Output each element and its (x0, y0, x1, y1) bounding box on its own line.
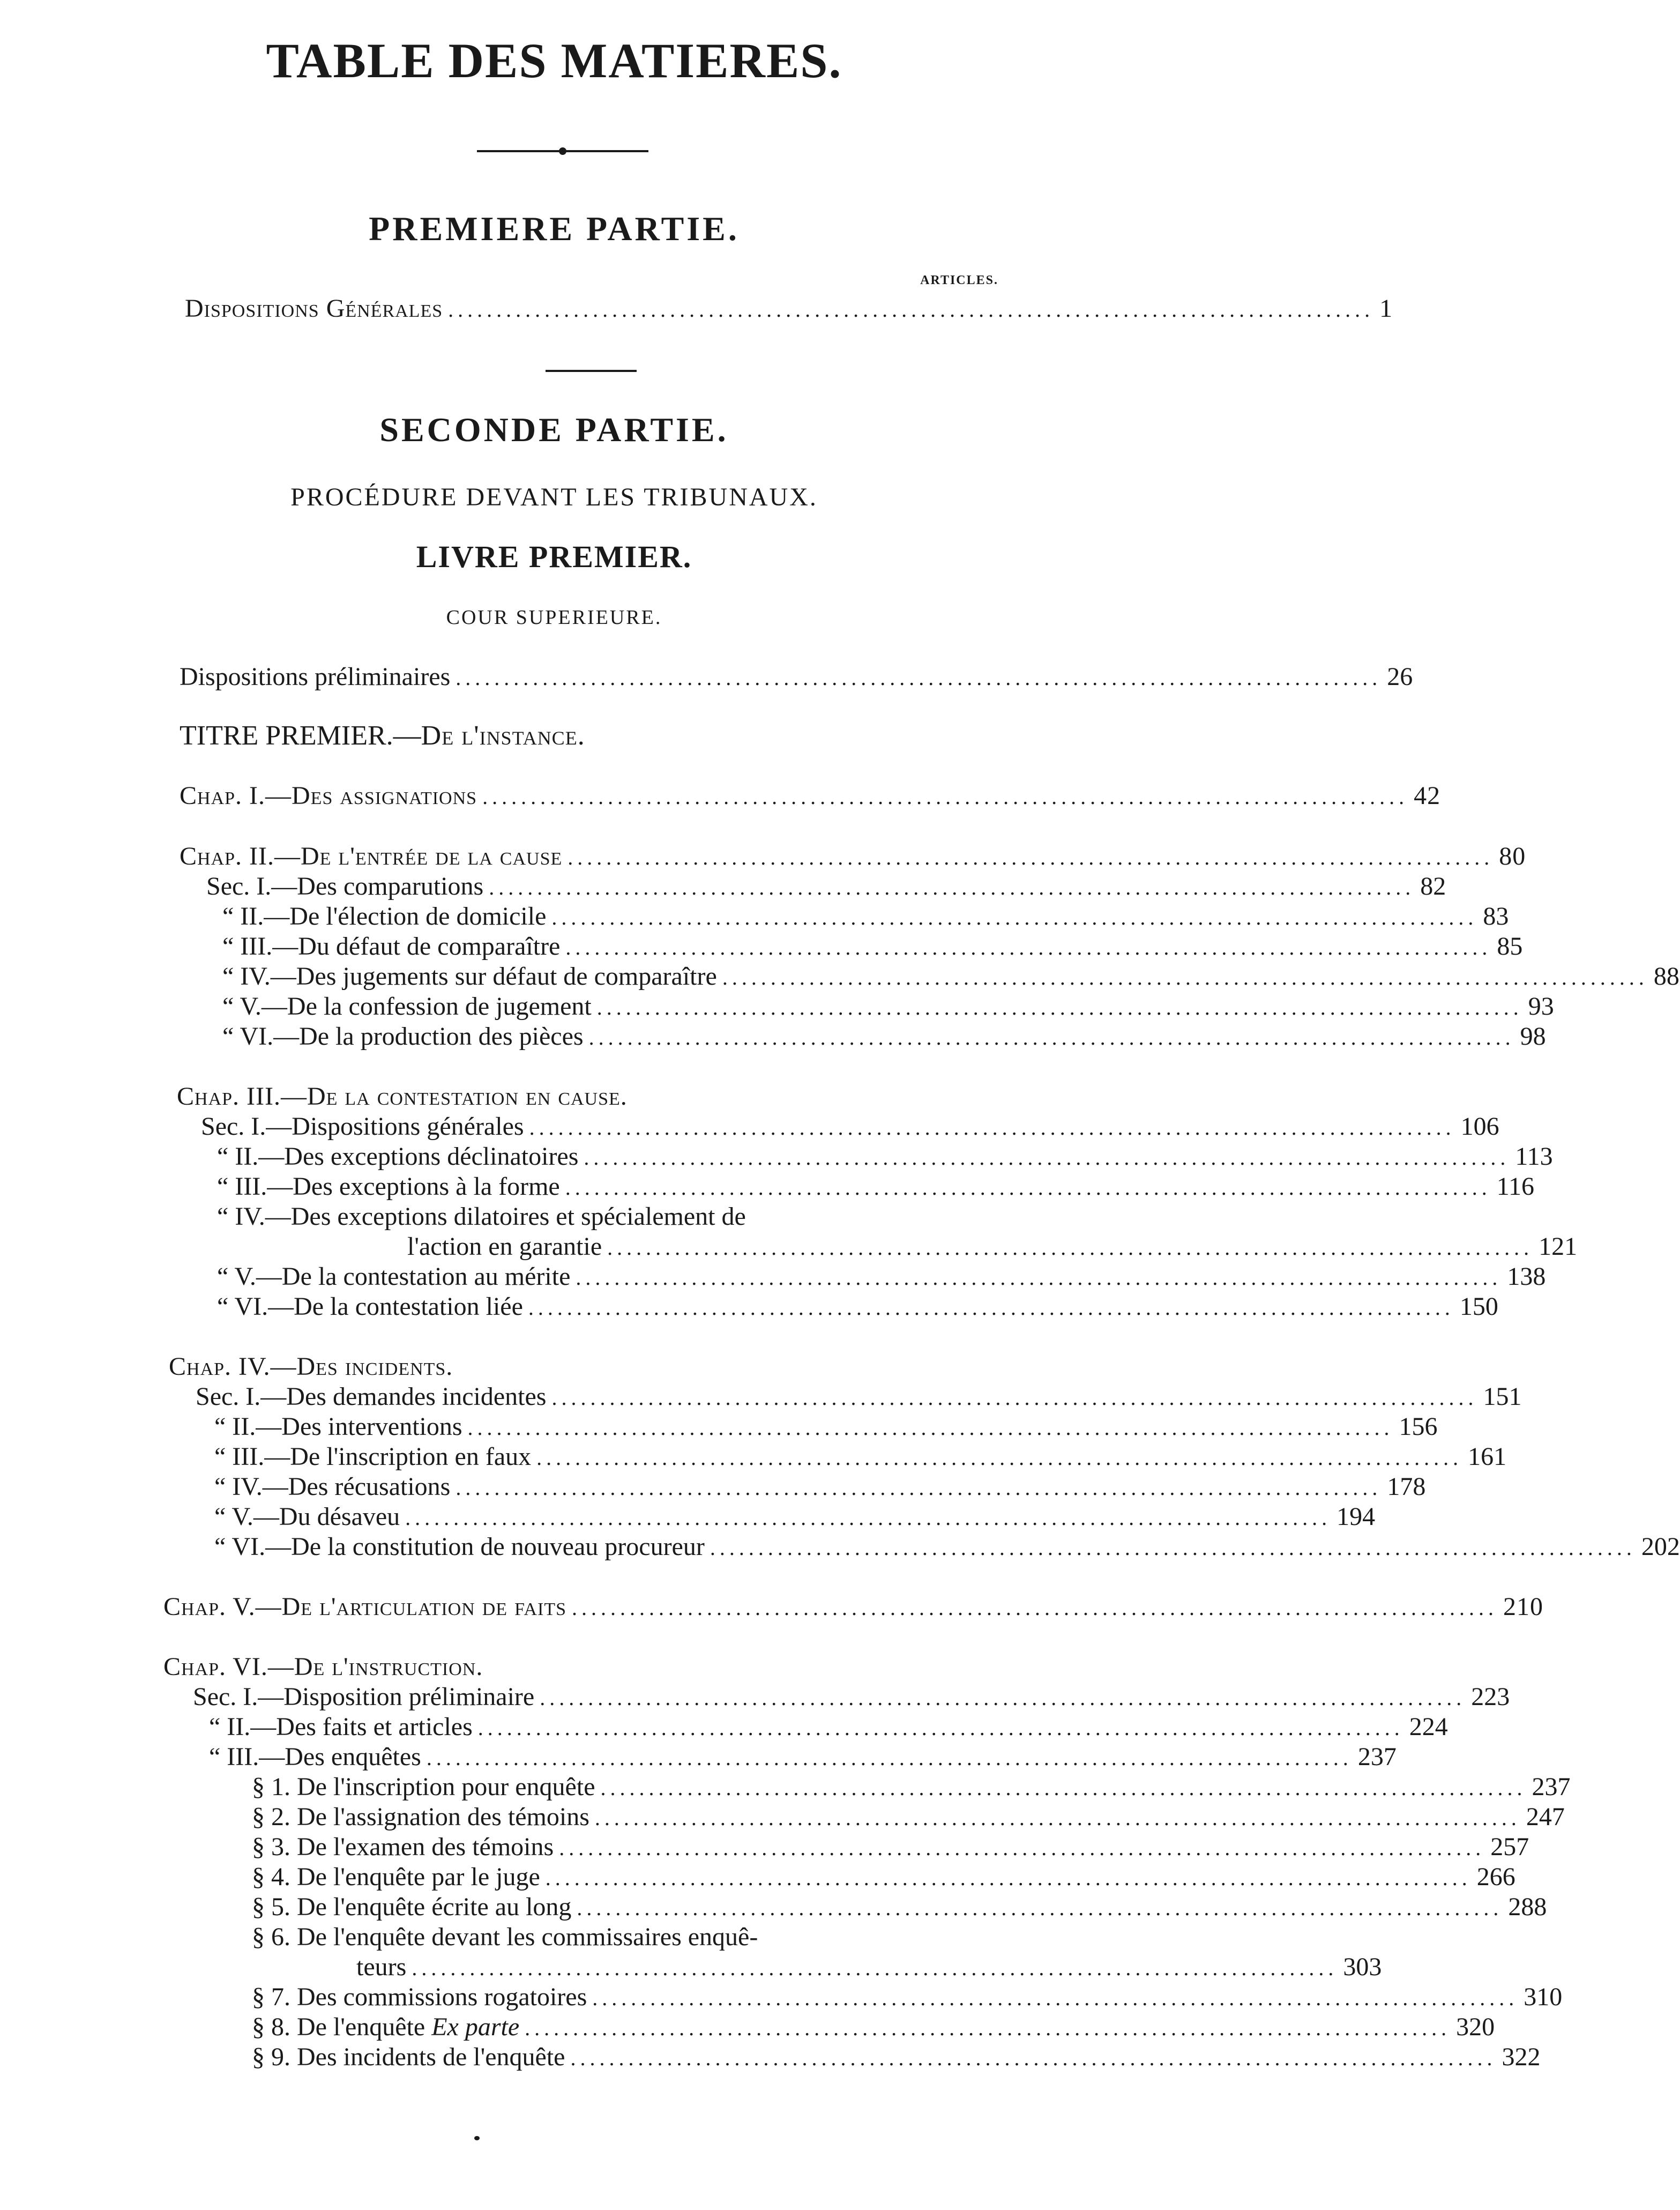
dot-leader: ................................................................................................ (592, 1986, 1519, 2010)
toc-entry[interactable] (252, 2042, 1541, 2072)
chapter-entry[interactable] (180, 842, 1526, 872)
entry-label: “ III.—Des enquêtes (209, 1743, 421, 1771)
entry-number: 138 (1507, 1262, 1546, 1291)
articles-column-label: ARTICLES. (920, 273, 998, 287)
entry-label: “ III.—De l'inscription en faux (214, 1442, 532, 1471)
italic-term: Ex parte (431, 2013, 520, 2041)
toc-entry[interactable] (217, 1172, 1534, 1202)
entry-number: 113 (1515, 1142, 1553, 1171)
toc-entry[interactable] (252, 1892, 1547, 1922)
entry-label: teurs (356, 1953, 407, 1981)
dot-leader: ................................................................................................ (577, 1896, 1503, 1920)
entry-label: § 1. De l'inscription pour enquête (252, 1773, 595, 1801)
entry-number: 224 (1409, 1713, 1448, 1741)
toc-entry[interactable] (222, 1022, 1546, 1052)
toc-entry[interactable] (407, 1232, 1578, 1262)
chapter-heading[interactable]: Chap. III.—De la contestation en cause. (177, 1082, 628, 1111)
entry-label: § 9. Des incidents de l'enquête (252, 2043, 565, 2071)
dot-leader: ................................................................................................ (448, 297, 1375, 322)
page-title: TABLE DES MATIERES. (266, 33, 842, 88)
divider-rule (546, 370, 637, 372)
entry-number: 82 (1420, 872, 1446, 901)
page-end-mark (474, 2136, 480, 2140)
dot-leader: ................................................................................................ (551, 905, 1478, 929)
dot-leader: ................................................................................................ (405, 1506, 1332, 1530)
cour-heading: COUR SUPERIEURE. (446, 606, 662, 629)
titre-main: TITRE PREMIER.— (180, 720, 421, 751)
entry-label: “ III.—Des exceptions à la forme (217, 1172, 560, 1201)
part2-subheading: PROCÉDURE DEVANT LES TRIBUNAUX. (290, 483, 818, 511)
toc-entry[interactable] (222, 932, 1523, 962)
toc-entry[interactable] (356, 1952, 1382, 1982)
entry-label: § 2. De l'assignation des témoins (252, 1803, 589, 1831)
toc-entry[interactable] (217, 1292, 1498, 1322)
entry-label: “ II.—De l'élection de domicile (222, 902, 547, 931)
toc-entry[interactable] (214, 1442, 1507, 1472)
entry-number: 93 (1528, 992, 1554, 1021)
dot-leader: ................................................................................................ (540, 1686, 1466, 1710)
entry-label: “ V.—De la contestation au mérite (217, 1262, 571, 1291)
toc-entry[interactable] (214, 1532, 1680, 1562)
entry-number: 88 (1653, 962, 1679, 991)
entry-number: 310 (1524, 1983, 1563, 2011)
titre-sub: De l'instance. (421, 720, 585, 751)
dot-leader: ................................................................................................ (545, 1866, 1472, 1890)
entry-label: § 8. De l'enquête Ex parte (252, 2013, 520, 2041)
dot-leader: ................................................................................................ (456, 1476, 1382, 1500)
dot-leader: ................................................................................................ (426, 1746, 1353, 1770)
entry-label: Dispositions préliminaires (180, 663, 451, 691)
entry-number: 194 (1336, 1502, 1376, 1531)
dot-leader: ................................................................................................ (568, 845, 1494, 869)
entry-number: 303 (1343, 1953, 1382, 1981)
divider-ornament (559, 147, 566, 155)
toc-entry[interactable] (252, 1832, 1529, 1862)
entry-label: “ VI.—De la constitution de nouveau procureur (214, 1532, 705, 1561)
dot-leader: ................................................................................................ (489, 875, 1415, 899)
entry-number: 210 (1503, 1593, 1544, 1621)
entry-label: § 5. De l'enquête écrite au long (252, 1893, 572, 1921)
entry-number: 156 (1399, 1412, 1438, 1441)
entry-label: Sec. I.—Des comparutions (206, 872, 484, 901)
entry-label: Chap. V.—De l'articulation de faits (163, 1593, 567, 1621)
entry-number: 320 (1456, 2013, 1495, 2041)
entry-label: Dispositions Générales (185, 294, 443, 323)
entry-number: 106 (1460, 1112, 1499, 1141)
toc-entry[interactable] (222, 962, 1679, 992)
entry-number: 266 (1476, 1863, 1515, 1891)
entry-label: “ II.—Des faits et articles (209, 1713, 473, 1741)
entry-label: “ II.—Des exceptions déclinatoires (217, 1142, 579, 1171)
entry-label: “ III.—Du défaut de comparaître (222, 932, 561, 961)
entry-label: “ V.—Du désaveu (214, 1502, 400, 1531)
dot-leader: ................................................................................................ (576, 1266, 1502, 1290)
entry-number: 150 (1459, 1292, 1498, 1321)
entry-number: 161 (1468, 1442, 1507, 1471)
toc-entry[interactable] (214, 1502, 1376, 1532)
entry-number: 322 (1502, 2043, 1541, 2071)
entry-label: Sec. I.—Disposition préliminaire (193, 1683, 535, 1711)
entry-label: “ V.—De la confession de jugement (222, 992, 592, 1021)
entry-number: 1 (1379, 294, 1393, 323)
entry-number: 42 (1414, 782, 1441, 810)
dot-leader: ................................................................................................ (588, 1025, 1515, 1050)
dot-leader: ................................................................................................ (525, 2016, 1451, 2040)
dot-leader: ................................................................................................ (600, 1776, 1527, 1800)
toc-entry[interactable] (214, 1412, 1438, 1442)
entry-label: Chap. I.—Des assignations (180, 782, 477, 810)
dot-leader: ................................................................................................ (596, 995, 1523, 1020)
dot-leader: ................................................................................................ (710, 1536, 1636, 1560)
dot-leader: ................................................................................................ (607, 1236, 1534, 1260)
entry-number: 223 (1471, 1683, 1510, 1711)
entry-label: § 7. Des commissions rogatoires (252, 1983, 587, 2011)
dot-leader: ................................................................................................ (572, 1596, 1498, 1620)
chapter-entry[interactable] (180, 781, 1441, 811)
entry-number: 116 (1496, 1172, 1534, 1201)
entry-label: Sec. I.—Des demandes incidentes (196, 1382, 547, 1411)
entry-number: 121 (1539, 1232, 1578, 1261)
dot-leader: ................................................................................................ (536, 1446, 1463, 1470)
dot-leader: ................................................................................................ (412, 1956, 1338, 1980)
entry-label: Sec. I.—Dispositions générales (201, 1112, 524, 1141)
entry-label: § 3. De l'examen des témoins (252, 1833, 554, 1861)
entry-number: 85 (1497, 932, 1523, 961)
toc-entry[interactable] (196, 1382, 1522, 1412)
part2-heading: SECONDE PARTIE. (379, 411, 729, 449)
dot-leader: ................................................................................................ (565, 1175, 1491, 1200)
entry-label: Chap. II.—De l'entrée de la cause (180, 842, 563, 870)
part1-heading: PREMIERE PARTIE. (369, 210, 740, 248)
entry-number: 257 (1490, 1833, 1529, 1861)
dot-leader: ................................................................................................ (551, 1386, 1478, 1410)
toc-entry[interactable] (185, 294, 1393, 324)
chapter-heading[interactable]: Chap. VI.—De l'instruction. (163, 1653, 483, 1681)
entry-number: 288 (1508, 1893, 1547, 1921)
dot-leader: ................................................................................................ (594, 1806, 1521, 1830)
dot-leader: ................................................................................................ (565, 935, 1492, 959)
dot-leader: ................................................................................................ (528, 1296, 1454, 1320)
toc-entry[interactable] (217, 1142, 1553, 1172)
toc-entry[interactable] (206, 872, 1446, 902)
toc-entry[interactable] (222, 992, 1554, 1022)
toc-entry[interactable] (217, 1262, 1546, 1292)
entry-number: 247 (1526, 1803, 1565, 1831)
entry-number: 26 (1387, 663, 1413, 691)
dot-leader: ................................................................................................ (456, 666, 1382, 690)
entry-number: 237 (1357, 1743, 1397, 1771)
toc-entry[interactable] (209, 1712, 1448, 1742)
dot-leader: ................................................................................................ (477, 1716, 1404, 1740)
toc-entry[interactable] (222, 902, 1509, 932)
livre-heading: LIVRE PREMIER. (416, 539, 692, 574)
chapter-entry[interactable] (163, 1592, 1544, 1622)
dot-leader: ................................................................................................ (570, 2046, 1497, 2070)
entry-number: 83 (1483, 902, 1509, 931)
entry-label: l'action en garantie (407, 1232, 602, 1261)
entry-label: “ IV.—Des jugements sur défaut de comparaître (222, 962, 717, 991)
toc-entry[interactable] (214, 1472, 1426, 1502)
dot-leader: ................................................................................................ (559, 1836, 1485, 1860)
entry-number: 178 (1387, 1472, 1426, 1501)
entry-number: 151 (1483, 1382, 1522, 1411)
dot-leader: ................................................................................................ (584, 1145, 1510, 1170)
dot-leader: ................................................................................................ (467, 1416, 1394, 1440)
entry-label: § 4. De l'enquête par le juge (252, 1863, 540, 1891)
toc-entry[interactable] (252, 2012, 1495, 2042)
toc-entry[interactable] (252, 1802, 1565, 1832)
dot-leader: ................................................................................................ (722, 965, 1648, 989)
toc-entry[interactable] (252, 1862, 1515, 1892)
toc-entry[interactable] (209, 1742, 1397, 1772)
toc-entry[interactable] (193, 1682, 1510, 1712)
titre-heading (180, 721, 585, 751)
toc-entry[interactable] (180, 662, 1413, 692)
toc-entry[interactable] (201, 1112, 1499, 1142)
toc-entry-line1[interactable]: “ IV.—Des exceptions dilatoires et spécialement de (217, 1202, 746, 1231)
entry-label: “ II.—Des interventions (214, 1412, 462, 1441)
entry-label: “ VI.—De la production des pièces (222, 1022, 584, 1051)
entry-number: 237 (1532, 1773, 1571, 1801)
dot-leader: ................................................................................................ (482, 785, 1409, 809)
entry-number: 98 (1520, 1022, 1546, 1051)
entry-number: 202 (1641, 1532, 1680, 1561)
dot-leader: ................................................................................................ (529, 1115, 1455, 1140)
toc-entry[interactable] (252, 1982, 1563, 2012)
toc-entry[interactable] (252, 1772, 1571, 1802)
toc-entry-line1[interactable]: § 6. De l'enquête devant les commissaires enquê- (252, 1923, 758, 1951)
entry-label: “ VI.—De la contestation liée (217, 1292, 523, 1321)
entry-number: 80 (1499, 842, 1526, 870)
chapter-heading[interactable]: Chap. IV.—Des incidents. (169, 1352, 453, 1381)
entry-label: “ IV.—Des récusations (214, 1472, 451, 1501)
